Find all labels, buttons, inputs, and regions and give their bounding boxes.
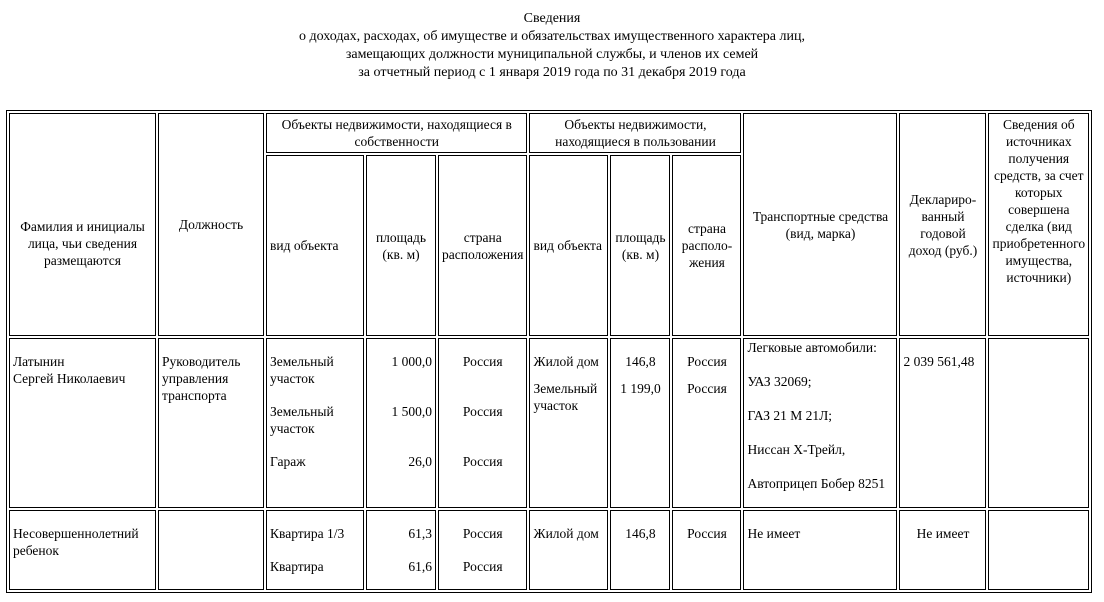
- person-name: Латынин: [13, 354, 65, 369]
- used-area: 146,8: [625, 354, 656, 369]
- used-country: Россия: [687, 381, 727, 396]
- header-country-used: страна располо-жения: [672, 155, 741, 336]
- vehicle-item: Ниссан Х-Трейл,: [747, 442, 846, 457]
- owned-country-cell: [438, 510, 527, 590]
- vehicles-cell: [743, 338, 897, 508]
- owned-object-type: Квартира: [270, 559, 324, 574]
- person-position: Руководитель управления транспорта: [158, 338, 264, 508]
- owned-object-type: Земельный участок: [270, 404, 334, 436]
- header-row-1: [9, 113, 1089, 153]
- used-area: 146,8: [610, 510, 670, 590]
- used-object-type: Жилой дом: [533, 354, 599, 369]
- vehicle-item: ГАЗ 21 М 21Л;: [747, 408, 833, 423]
- owned-object-type-cell: [266, 510, 364, 590]
- header-used-group: Объекты недвижимости, находящиеся в пользовании: [529, 113, 741, 153]
- owned-area: 61,3: [408, 526, 432, 541]
- header-income: Деклариро-ванный годовой доход (руб.): [899, 113, 986, 336]
- owned-object-type: Квартира 1/3: [270, 526, 345, 541]
- table-row: [9, 510, 1089, 590]
- used-country-cell: [672, 338, 741, 508]
- title-line-3: замещающих должности муниципальной службы, и членов их семей: [345, 47, 759, 62]
- owned-area: 26,0: [408, 454, 432, 469]
- person-name: Сергей Николаевич: [13, 371, 126, 386]
- header-name: Фамилия и инициалы лица, чьи сведения размещаются: [9, 113, 156, 336]
- owned-object-type: Земельный участок: [270, 354, 334, 386]
- owned-country: Россия: [462, 454, 503, 469]
- income-sources: [988, 338, 1089, 508]
- used-area-cell: [610, 338, 670, 508]
- header-country-owned: страна расположения: [438, 155, 527, 336]
- used-object-type-cell: [529, 338, 608, 508]
- used-area: 1 199,0: [620, 381, 661, 396]
- person-name: Несовершеннолетний ребенок: [9, 510, 156, 590]
- used-country: Россия: [672, 510, 741, 590]
- used-country: Россия: [687, 354, 727, 369]
- owned-country: Россия: [462, 526, 503, 541]
- vehicles: Не имеет: [743, 510, 897, 590]
- owned-area-cell: [366, 338, 436, 508]
- owned-area: 61,6: [408, 559, 432, 574]
- person-name-cell: [9, 338, 156, 508]
- header-position: Должность: [158, 113, 264, 336]
- disclosure-table-wrapper: [6, 110, 1092, 593]
- title-line-4: за отчетный период с 1 января 2019 года по 31 декабря 2019 года: [358, 65, 746, 80]
- owned-object-type-cell: [266, 338, 364, 508]
- vehicle-item: УАЗ 32069;: [747, 374, 812, 389]
- disclosure-table: [6, 110, 1092, 593]
- income-sources: [988, 510, 1089, 590]
- header-owned-group: Объекты недвижимости, находящиеся в собственности: [266, 113, 527, 153]
- vehicle-item: Легковые автомобили:: [747, 340, 877, 355]
- owned-country: Россия: [462, 404, 503, 419]
- person-position: [158, 510, 264, 590]
- header-vehicles: Транспортные средства (вид, марка): [743, 113, 897, 336]
- owned-country-cell: [438, 338, 527, 508]
- document-title: [0, 10, 1104, 82]
- header-area: площадь (кв. м): [366, 155, 436, 336]
- title-line-1: Сведения: [523, 11, 581, 26]
- header-sources: Сведения об источниках получения средств, за счет которых совершена сделка (вид приобретенного имущества, источники): [988, 113, 1089, 336]
- owned-area-cell: [366, 510, 436, 590]
- owned-country: Россия: [462, 354, 503, 369]
- declared-income: 2 039 561,48: [899, 338, 986, 508]
- owned-country: Россия: [462, 559, 503, 574]
- title-line-2: о доходах, расходах, об имуществе и обязательствах имущественного характера лиц,: [299, 29, 805, 44]
- owned-object-type: Гараж: [270, 454, 306, 469]
- used-object-type: Жилой дом: [529, 510, 608, 590]
- owned-area: 1 000,0: [391, 354, 432, 369]
- declared-income: Не имеет: [899, 510, 986, 590]
- table-row: [9, 338, 1089, 508]
- owned-area: 1 500,0: [391, 404, 432, 419]
- vehicle-item: Автоприцеп Бобер 8251: [747, 476, 886, 491]
- used-object-type: Земельный участок: [533, 381, 598, 413]
- header-area-used: площадь (кв. м): [610, 155, 670, 336]
- header-object-type-used: вид объекта: [529, 155, 608, 336]
- header-object-type: вид объекта: [266, 155, 364, 336]
